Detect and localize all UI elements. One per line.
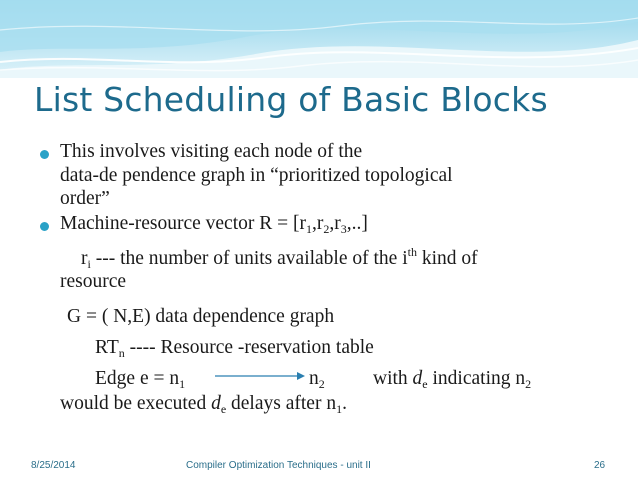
bullet-1-line-3: order”	[60, 188, 110, 209]
ri-definition-line-2: resource	[60, 271, 127, 292]
footer-course: Compiler Optimization Techniques - unit II	[186, 460, 371, 471]
bullet-2-line: Machine-resource vector $R = [r_1,r_2,r_3,..]$	[60, 213, 368, 236]
bullet-1-line-2: data-de pendence graph in “prioritized topological	[60, 165, 453, 186]
execution-line: would be executed $d_e$ delays after $n_1$.	[60, 393, 347, 416]
footer-date: 8/25/2014	[31, 460, 76, 471]
bullet-dot	[40, 222, 49, 231]
graph-definition-line: G = ( N,E) data dependence graph	[67, 306, 335, 327]
slide-title: List Scheduling of Basic Blocks	[34, 80, 548, 119]
edge-line-left: Edge $e = n_1$	[95, 368, 186, 391]
bullet-dot	[40, 150, 49, 159]
bullet-1-line-1: This involves visiting each node of the	[60, 141, 363, 162]
rt-definition-line: $RT_n$ ---- Resource -reservation table	[95, 337, 374, 360]
edge-delay-text: with $d_e$ indicating $n_2$	[373, 368, 532, 391]
footer-page-number: 26	[594, 460, 606, 471]
edge-arrow-icon	[213, 367, 305, 381]
ri-definition-line: $r_i$ --- the number of units available of the $i^{th}$ kind of	[81, 245, 478, 271]
edge-target-node: $n_2$	[309, 368, 325, 391]
